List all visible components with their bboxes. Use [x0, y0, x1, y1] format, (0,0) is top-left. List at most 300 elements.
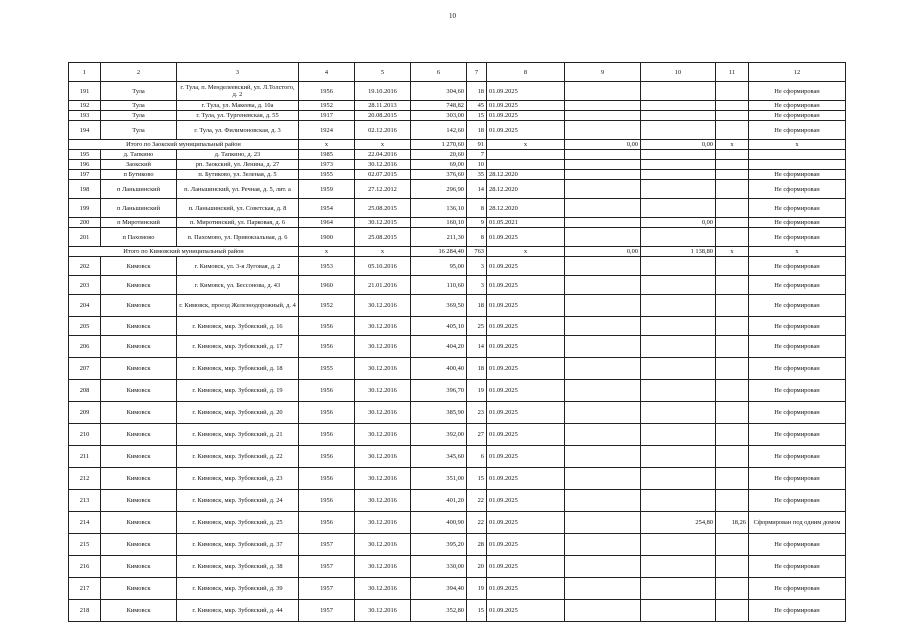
table-cell: 19.10.2016 [355, 82, 411, 101]
table-cell: 1960 [299, 276, 355, 295]
total-cell: 763 [467, 247, 487, 257]
table-cell: 20,60 [411, 150, 467, 160]
table-cell: 160,10 [411, 218, 467, 228]
table-cell: 201 [69, 228, 101, 247]
table-cell: 14 [467, 180, 487, 199]
table-cell: г. Кимовск, мкр. Зубовский, д. 23 [177, 468, 299, 490]
table-cell: 1900 [299, 228, 355, 247]
table-cell: Кимовск [101, 380, 177, 402]
table-cell: г. Кимовск, мкр. Зубовский, д. 39 [177, 578, 299, 600]
table-cell: 30.12.2016 [355, 534, 411, 556]
table-cell: 28.12.2020 [487, 180, 565, 199]
table-cell: 30.12.2016 [355, 490, 411, 512]
table-cell: 216 [69, 556, 101, 578]
table-cell: 15 [467, 468, 487, 490]
table-cell: Кимовск [101, 317, 177, 336]
total-cell: x [716, 247, 749, 257]
table-cell: 01.09.2025 [487, 82, 565, 101]
table-cell: 296,90 [411, 180, 467, 199]
table-cell: 01.09.2025 [487, 512, 565, 534]
table-cell: г. Кимовск, мкр. Зубовский, д. 16 [177, 317, 299, 336]
table-row [69, 336, 846, 358]
table-cell: 30.12.2016 [355, 160, 411, 170]
table-cell: 303,00 [411, 111, 467, 121]
table-cell [641, 160, 716, 170]
table-cell: 23 [467, 402, 487, 424]
total-cell: x [299, 247, 355, 257]
table-cell: 25 [467, 317, 487, 336]
table-cell [716, 276, 749, 295]
table-row [69, 170, 846, 180]
table-cell: п. Бутиково, ул. Зеленая, д. 5 [177, 170, 299, 180]
table-cell: Не сформирован [749, 556, 846, 578]
table-cell: 14 [467, 336, 487, 358]
table-cell: 28.12.2020 [487, 170, 565, 180]
table-cell [716, 257, 749, 276]
table-cell [641, 170, 716, 180]
table-cell: 15 [467, 600, 487, 622]
table-cell: 02.12.2016 [355, 121, 411, 140]
table-cell: 30.12.2016 [355, 600, 411, 622]
table-cell: 208 [69, 380, 101, 402]
table-cell: 213 [69, 490, 101, 512]
table-cell: 18,26 [716, 512, 749, 534]
table-cell: 0,00 [641, 218, 716, 228]
table-cell: 205 [69, 317, 101, 336]
register-table [68, 62, 846, 622]
table-cell: 30.12.2016 [355, 295, 411, 317]
table-cell: г. Тула, п. Менделеевский, ул. Л.Толстого, д. 2 [177, 82, 299, 101]
table-cell: Кимовск [101, 578, 177, 600]
table-cell [716, 358, 749, 380]
table-cell [565, 512, 641, 534]
table-cell: 1956 [299, 468, 355, 490]
table-cell: Не сформирован [749, 101, 846, 111]
table-cell: 1973 [299, 160, 355, 170]
table-cell: 1924 [299, 121, 355, 140]
table-cell: 6 [467, 446, 487, 468]
total-cell: x [299, 140, 355, 150]
table-cell [641, 578, 716, 600]
table-cell: 3 [467, 257, 487, 276]
table-cell: Не сформирован [749, 578, 846, 600]
table-cell: Не сформирован [749, 380, 846, 402]
table-cell [641, 556, 716, 578]
table-cell [716, 150, 749, 160]
table-cell [565, 170, 641, 180]
table-cell: 95,00 [411, 257, 467, 276]
table-cell: 1957 [299, 534, 355, 556]
table-cell: 19 [467, 380, 487, 402]
table-cell: 22 [467, 490, 487, 512]
table-cell: 369,50 [411, 295, 467, 317]
table-cell [716, 600, 749, 622]
table-cell: п. Ланьшинский, ул. Речная, д. 5, лит. а [177, 180, 299, 199]
table-cell: Тула [101, 101, 177, 111]
table-cell: 396,70 [411, 380, 467, 402]
total-cell: 16 284,40 [411, 247, 467, 257]
total-cell: x [749, 247, 846, 257]
table-cell [716, 121, 749, 140]
table-cell [565, 380, 641, 402]
table-cell: 1956 [299, 82, 355, 101]
table-cell: Кимовск [101, 358, 177, 380]
table-cell: 392,00 [411, 424, 467, 446]
table-cell: г. Кимовск, мкр. Зубовский, д. 38 [177, 556, 299, 578]
table-cell [716, 317, 749, 336]
header-cell: 7 [467, 63, 487, 82]
table-cell: 212 [69, 468, 101, 490]
table-cell: Кимовск [101, 490, 177, 512]
table-cell [565, 336, 641, 358]
table-cell: 400,40 [411, 358, 467, 380]
table-cell: 01.09.2025 [487, 402, 565, 424]
table-cell: 01.09.2025 [487, 295, 565, 317]
table-cell [641, 600, 716, 622]
table-cell: 01.09.2025 [487, 358, 565, 380]
table-cell [716, 101, 749, 111]
total-cell: 0,00 [565, 140, 641, 150]
table-cell: 345,60 [411, 446, 467, 468]
table-cell: 01.09.2025 [487, 228, 565, 247]
total-cell: 0,00 [641, 140, 716, 150]
table-cell: Не сформирован [749, 228, 846, 247]
header-cell: 9 [565, 63, 641, 82]
table-cell: Не сформирован [749, 534, 846, 556]
table-cell [565, 556, 641, 578]
table-cell: 1956 [299, 424, 355, 446]
table-cell: 01.09.2025 [487, 600, 565, 622]
total-cell: 1 270,60 [411, 140, 467, 150]
table-cell: 28 [467, 534, 487, 556]
table-cell: 748,82 [411, 101, 467, 111]
table-row [69, 358, 846, 380]
table-cell: 394,40 [411, 578, 467, 600]
table-row [69, 160, 846, 170]
table-cell: 7 [467, 150, 487, 160]
table-cell: Не сформирован [749, 218, 846, 228]
table-row [69, 228, 846, 247]
table-cell: 1959 [299, 180, 355, 199]
table-cell: г. Кимовск, мкр. Зубовский, д. 17 [177, 336, 299, 358]
table-cell: г. Тула, ул. Тургеневская, д. 55 [177, 111, 299, 121]
table-cell [716, 199, 749, 218]
table-cell: г. Кимовск, мкр. Зубовский, д. 44 [177, 600, 299, 622]
table-cell [641, 82, 716, 101]
table-cell: 376,60 [411, 170, 467, 180]
table-cell: 200 [69, 218, 101, 228]
table-cell: 18 [467, 121, 487, 140]
table-cell: 1957 [299, 600, 355, 622]
table-cell: 199 [69, 199, 101, 218]
table-cell: 400,90 [411, 512, 467, 534]
table-cell: 02.07.2015 [355, 170, 411, 180]
table-cell: Кимовск [101, 257, 177, 276]
total-cell: x [749, 140, 846, 150]
table-cell [565, 490, 641, 512]
table-cell: 304,60 [411, 82, 467, 101]
table-cell [565, 82, 641, 101]
table-row [69, 218, 846, 228]
table-cell: 197 [69, 170, 101, 180]
table-cell: Тула [101, 121, 177, 140]
table-cell: 1956 [299, 512, 355, 534]
table-cell: Не сформирован [749, 402, 846, 424]
table-cell [565, 446, 641, 468]
table-cell: Не сформирован [749, 82, 846, 101]
table-cell: г. Кимовск, мкр. Зубовский, д. 22 [177, 446, 299, 468]
table-cell [565, 150, 641, 160]
table-cell [716, 336, 749, 358]
table-cell [565, 228, 641, 247]
table-cell: Не сформирован [749, 276, 846, 295]
table-cell: 01.09.2025 [487, 257, 565, 276]
table-cell: 01.09.2025 [487, 121, 565, 140]
table-row [69, 180, 846, 199]
table-cell: 194 [69, 121, 101, 140]
table-cell: 01.09.2025 [487, 446, 565, 468]
table-cell: д. Тапкино, д. 23 [177, 150, 299, 160]
table-cell: Не сформирован [749, 199, 846, 218]
table-cell: Кимовск [101, 534, 177, 556]
table-cell: Не сформирован [749, 600, 846, 622]
table-cell: Кимовск [101, 402, 177, 424]
table-cell [641, 380, 716, 402]
table-cell: Не сформирован [749, 111, 846, 121]
table-cell: 8 [467, 199, 487, 218]
table-cell: г. Кимовск, проезд Железнодорожный, д. 4 [177, 295, 299, 317]
page-number: 10 [449, 12, 456, 20]
total-label: Итого по Кимовский муниципальный район [69, 247, 299, 257]
table-cell: 210 [69, 424, 101, 446]
total-cell: x [355, 140, 411, 150]
table-cell: г. Кимовск, мкр. Зубовский, д. 37 [177, 534, 299, 556]
table-cell: Не сформирован [749, 468, 846, 490]
table-cell [716, 490, 749, 512]
table-cell: 01.05.2021 [487, 218, 565, 228]
table-cell [641, 424, 716, 446]
table-cell: 203 [69, 276, 101, 295]
table-cell [749, 150, 846, 160]
table-cell [565, 402, 641, 424]
table-cell: Кимовск [101, 424, 177, 446]
header-cell: 6 [411, 63, 467, 82]
table-cell [641, 199, 716, 218]
table-cell: п Миротинский [101, 218, 177, 228]
table-cell: Не сформирован [749, 257, 846, 276]
table-cell [641, 180, 716, 199]
table-cell: 28.12.2020 [487, 199, 565, 218]
table-cell: Не сформирован [749, 490, 846, 512]
table-cell: Кимовск [101, 600, 177, 622]
total-cell: 91 [467, 140, 487, 150]
table-cell: 01.09.2025 [487, 101, 565, 111]
table-cell: 1955 [299, 170, 355, 180]
table-cell [641, 111, 716, 121]
table-cell: 20 [467, 556, 487, 578]
table-cell: 1956 [299, 446, 355, 468]
header-cell: 2 [101, 63, 177, 82]
total-label: Итого по Заокский муниципальный район [69, 140, 299, 150]
table-cell [487, 160, 565, 170]
table-cell: Кимовск [101, 446, 177, 468]
table-cell: Не сформирован [749, 295, 846, 317]
table-cell: 19 [467, 578, 487, 600]
table-cell: 1953 [299, 257, 355, 276]
table-cell [716, 468, 749, 490]
table-cell: 30.12.2016 [355, 446, 411, 468]
table-body [69, 63, 846, 622]
table-cell: Кимовск [101, 295, 177, 317]
table-cell [716, 402, 749, 424]
table-cell [716, 160, 749, 170]
table-cell: 110,60 [411, 276, 467, 295]
table-row [69, 512, 846, 534]
table-cell: 209 [69, 402, 101, 424]
table-row [69, 199, 846, 218]
table-cell: 254,80 [641, 512, 716, 534]
table-cell: 45 [467, 101, 487, 111]
table-cell: Не сформирован [749, 424, 846, 446]
table-cell: 30.12.2015 [355, 218, 411, 228]
table-row [69, 111, 846, 121]
table-cell: 01.09.2025 [487, 468, 565, 490]
table-cell [641, 534, 716, 556]
table-cell [641, 121, 716, 140]
table-cell: Не сформирован [749, 446, 846, 468]
table-cell: 401,20 [411, 490, 467, 512]
table-cell: 01.09.2025 [487, 490, 565, 512]
table-cell: 28.11.2013 [355, 101, 411, 111]
table-cell: п. Миротинский, ул. Парковая, д. 6 [177, 218, 299, 228]
table-cell: г. Кимовск, мкр. Зубовский, д. 19 [177, 380, 299, 402]
table-row [69, 446, 846, 468]
table-cell [716, 170, 749, 180]
table-cell: 215 [69, 534, 101, 556]
table-cell: Кимовск [101, 556, 177, 578]
table-cell [641, 276, 716, 295]
table-cell [565, 578, 641, 600]
table-cell: 217 [69, 578, 101, 600]
table-cell: 211 [69, 446, 101, 468]
table-cell: 30.12.2016 [355, 317, 411, 336]
table-cell: п Ланьшинский [101, 180, 177, 199]
table-cell: 1952 [299, 295, 355, 317]
table-cell: г. Кимовск, мкр. Зубовский, д. 21 [177, 424, 299, 446]
table-cell: Не сформирован [749, 358, 846, 380]
table-cell [565, 317, 641, 336]
total-row [69, 247, 846, 257]
header-cell: 11 [716, 63, 749, 82]
table-cell: 21.01.2016 [355, 276, 411, 295]
table-cell [716, 446, 749, 468]
table-cell [716, 82, 749, 101]
table-cell: 30.12.2016 [355, 512, 411, 534]
table-cell [641, 402, 716, 424]
table-cell [565, 101, 641, 111]
table-cell [641, 150, 716, 160]
table-cell [565, 218, 641, 228]
table-cell: 01.09.2025 [487, 276, 565, 295]
table-cell: 25.08.2015 [355, 199, 411, 218]
table-cell: п Пахомово [101, 228, 177, 247]
table-cell [716, 424, 749, 446]
table-cell: 1985 [299, 150, 355, 160]
table-cell: 01.09.2025 [487, 424, 565, 446]
table-cell: 30.12.2016 [355, 402, 411, 424]
table-cell: 211,30 [411, 228, 467, 247]
table-cell [716, 111, 749, 121]
table-cell [565, 600, 641, 622]
table-cell [641, 358, 716, 380]
table-cell: 1954 [299, 199, 355, 218]
table-cell: 206 [69, 336, 101, 358]
table-cell: 214 [69, 512, 101, 534]
table-cell: п. Ланьшинский, ул. Советская, д. 8 [177, 199, 299, 218]
table-cell: 385,90 [411, 402, 467, 424]
table-cell: 01.09.2025 [487, 380, 565, 402]
table-cell [565, 199, 641, 218]
table-cell: 1956 [299, 490, 355, 512]
table-row [69, 468, 846, 490]
table-cell [716, 556, 749, 578]
table-cell: Кимовск [101, 468, 177, 490]
table-cell [641, 468, 716, 490]
header-cell: 1 [69, 63, 101, 82]
table-cell: 1956 [299, 317, 355, 336]
table-cell: 218 [69, 600, 101, 622]
total-row [69, 140, 846, 150]
table-row [69, 150, 846, 160]
table-cell: 196 [69, 160, 101, 170]
table-cell: 10 [467, 160, 487, 170]
table-cell: 142,60 [411, 121, 467, 140]
table-cell: Тула [101, 82, 177, 101]
table-cell: 01.09.2025 [487, 336, 565, 358]
table-cell: 405,10 [411, 317, 467, 336]
table-cell: 395,20 [411, 534, 467, 556]
table-row [69, 490, 846, 512]
table-cell: Кимовск [101, 336, 177, 358]
table-cell: 18 [467, 358, 487, 380]
table-cell: 1955 [299, 358, 355, 380]
table-row [69, 317, 846, 336]
table-cell [641, 336, 716, 358]
table-row [69, 534, 846, 556]
header-cell: 12 [749, 63, 846, 82]
table-cell: 22.04.2016 [355, 150, 411, 160]
table-cell: 01.09.2025 [487, 578, 565, 600]
table-cell: 05.10.2016 [355, 257, 411, 276]
table-cell [565, 121, 641, 140]
total-cell: x [487, 247, 565, 257]
table-cell: 20.08.2015 [355, 111, 411, 121]
table-cell: 30.12.2016 [355, 358, 411, 380]
table-cell [487, 150, 565, 160]
table-cell [641, 490, 716, 512]
table-cell: 1964 [299, 218, 355, 228]
table-row [69, 578, 846, 600]
table-cell: 207 [69, 358, 101, 380]
table-cell: Не сформирован [749, 317, 846, 336]
table-cell [565, 534, 641, 556]
table-cell: 192 [69, 101, 101, 111]
table-cell [641, 295, 716, 317]
table-cell [565, 424, 641, 446]
table-cell: 191 [69, 82, 101, 101]
table-cell: Заокский [101, 160, 177, 170]
table-cell: 01.09.2025 [487, 317, 565, 336]
